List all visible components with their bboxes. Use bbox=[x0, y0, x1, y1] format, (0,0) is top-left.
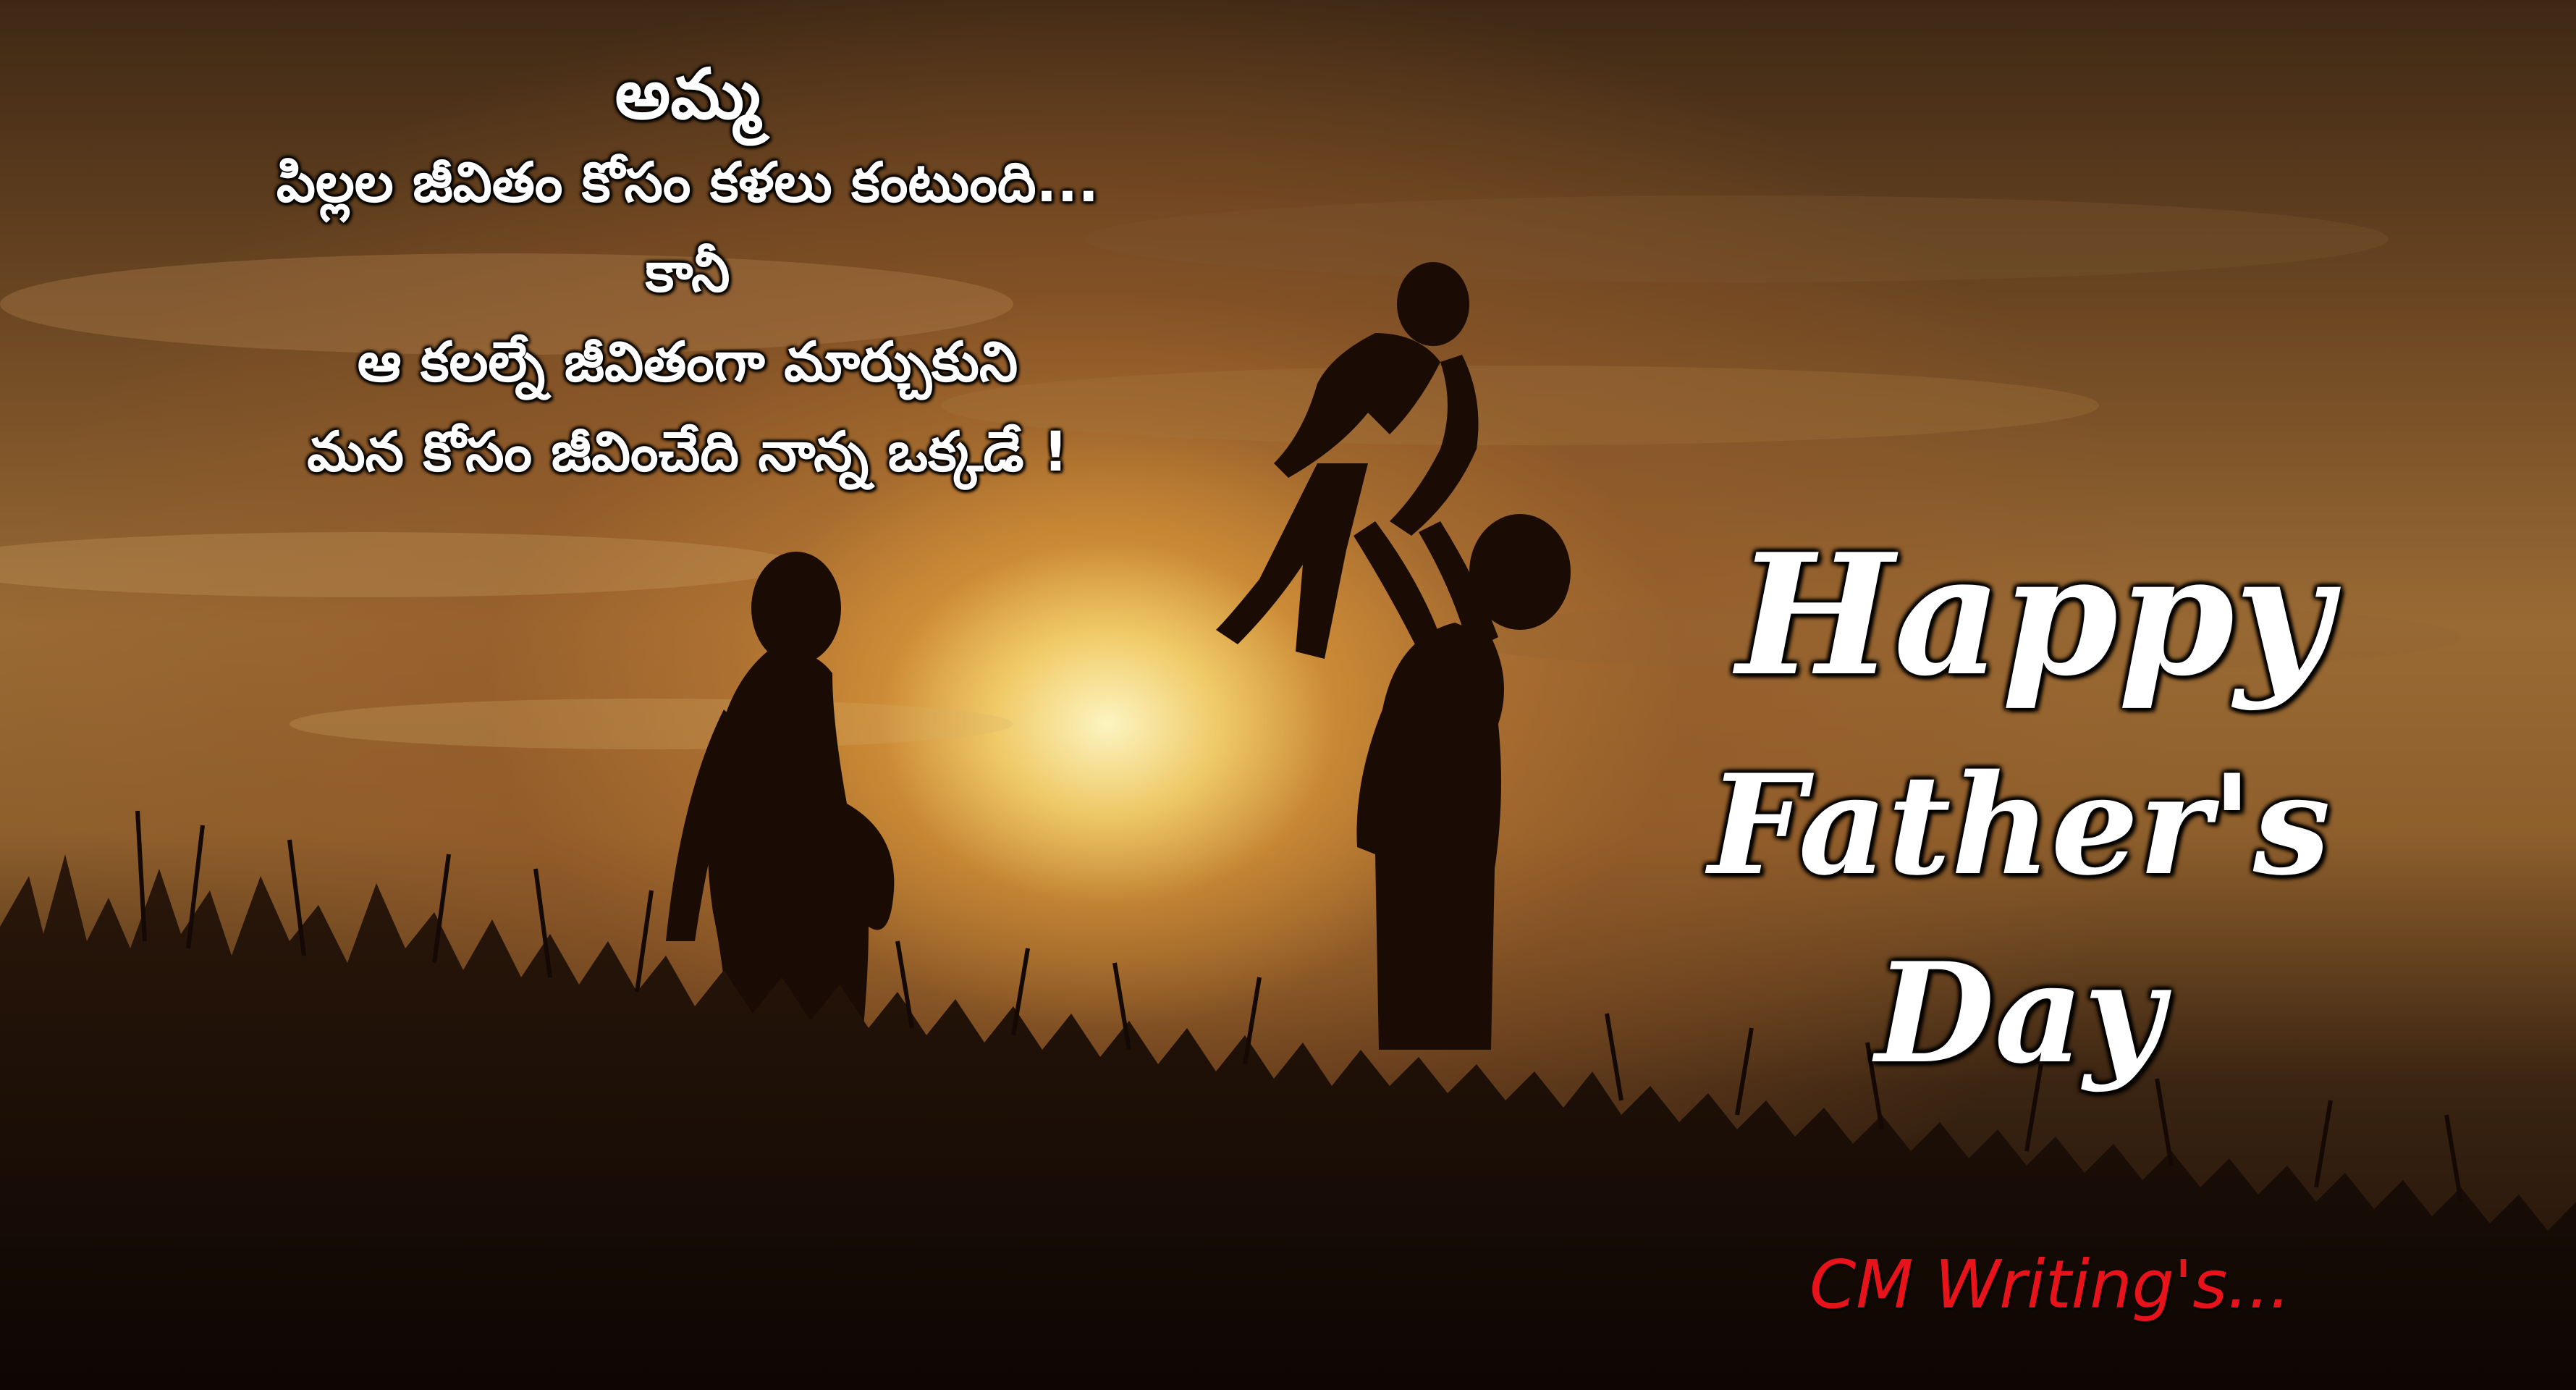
poem-line-3: ఆ కలల్నే జీవితంగా మార్చుకుని bbox=[357, 329, 1018, 394]
poem-title: అమ్మ bbox=[615, 54, 761, 135]
mother-figure bbox=[666, 552, 894, 1050]
poem-line-2: కానీ bbox=[645, 240, 730, 304]
greeting-happy: Happy bbox=[1736, 518, 2331, 713]
greeting-fathers-day: Father's Day bbox=[1708, 744, 2331, 1094]
fathers-day-greeting bbox=[1549, 507, 2490, 1108]
poem-line-4: మన కోసం జీవించేది నాన్న ఒక్కడే ! bbox=[307, 419, 1068, 484]
signature: CM Writing's... bbox=[1809, 1246, 2291, 1323]
father-figure bbox=[1354, 514, 1571, 1050]
poem-block bbox=[101, 51, 1274, 497]
poem-line-1: పిల్లల జీవితం కోసం కళలు కంటుంది... bbox=[276, 150, 1099, 214]
